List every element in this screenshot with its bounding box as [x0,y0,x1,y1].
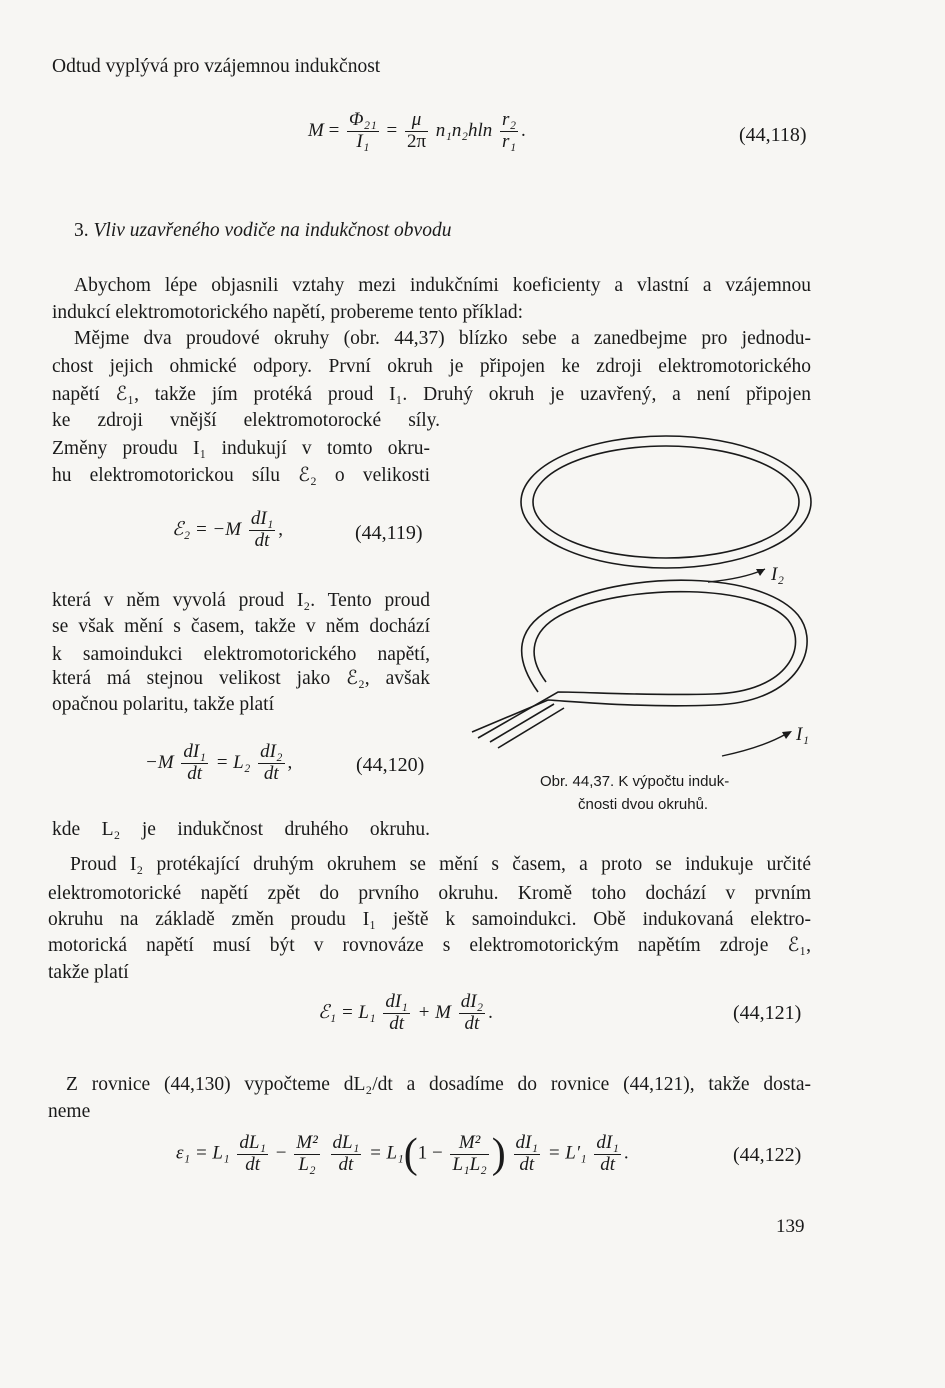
equation-44-119: ℰ₂ = −M $\frac{\text{dI₁}}{dt}$ , [172,508,284,551]
equation-number: (44,120) [356,754,425,776]
paragraph-line: takže platí [48,962,129,983]
paragraph-line: Mějme dva proudové okruhy (obr. 44,37) blízko sebe a zanedbejme pro jednodu- [74,328,811,349]
equation-44-118: M = $\frac{\text{Φ₂₁}}{\text{I₁}}$ = $\frac{\mu}{2\pi}$ n₁n₂hln $\frac{\text{r₂}}{\text{r₁}}$ . [308,109,526,152]
paragraph-line: k samoindukci elektromotorického napětí, [52,644,430,665]
paragraph-line: ke zdroji vnější elektromotorocké síly. [52,410,440,431]
arrow-i2 [708,569,765,582]
closed-loop-outer [521,436,811,568]
circuit-1-inner [478,592,796,738]
circuit-1-outer [472,580,807,732]
paragraph-line: Z rovnice (44,130) vypočteme dL₂/dt a dosadíme do rovnice (44,121), takže dosta- [66,1074,811,1095]
intro-text: Odtud vyplývá pro vzájemnou indukčnost [52,56,381,77]
equation-44-122: ε₁ = L₁ $\frac{\text{dL₁}}{dt}$ − $\frac{\text{M²}}{\text{L₂}}$ $\frac{\text{dL₁}}{dt}$ = L₁(1 − $\frac{\text{M²}}{\text{L₁L₂}}$ ) $\frac{\text{dI₁}}{dt}$ = L′₁ $\frac{\text{dI₁}}{dt}$ . [176,1131,629,1177]
lead-wire [498,708,564,748]
equation-44-120: −M $\frac{\text{dI₁}}{dt}$ = L₂ $\frac{\text{dI₂}}{dt}$ , [145,741,293,784]
paragraph-line: která v něm vyvolá proud I₂. Tento proud [52,590,430,611]
section-title: Vliv uzavřeného vodiče na indukčnost obvodu [93,220,452,241]
figure-caption-line: čnosti dvou okruhů. [578,796,709,813]
paragraph-line: hu elektromotorickou sílu ℰ₂ o velikosti [52,465,430,486]
label-i1: I₁ [796,724,809,745]
equation-number: (44,121) [733,1002,802,1024]
paragraph-line: Změny proudu I₁ indukují v tomto okru- [52,438,430,459]
paragraph-line: která má stejnou velikost jako ℰ₂, avšak [52,668,430,689]
label-i2: I₂ [771,564,784,585]
paragraph-line: elektromotorické napětí zpět do prvního okruhu. Kromě toho dochází v prvním [48,883,811,904]
paragraph-line: neme [48,1101,91,1122]
paragraph-line: indukcí elektromotorického napětí, probereme tento příklad: [52,302,524,323]
equation-number: (44,119) [355,522,423,544]
paragraph-line: chost jejich ohmické odpory. První okruh je připojen ke zdroji elektromotorického [52,356,811,377]
page-number: 139 [776,1216,805,1237]
paragraph-line: Proud I₂ protékající druhým okruhem se mění s časem, a proto se indukuje určité [70,854,811,875]
paragraph-line: opačnou polaritu, takže platí [52,694,275,715]
arrow-i1 [722,734,786,756]
paragraph-line: okruhu na základě změn proudu I₁ ještě k samoindukci. Obě indukovaná elektro- [48,909,811,930]
paragraph-line: Abychom lépe objasnili vztahy mezi indukčními koeficienty a vlastní a vzájemnou [74,275,811,296]
section-number: 3. [74,220,89,241]
figure-caption-line: Obr. 44,37. K výpočtu induk- [540,773,730,790]
equation-number: (44,122) [733,1144,802,1166]
paragraph-line: motorická napětí musí být v rovnováze s elektromotorickým napětím zdroje ℰ₁, [48,935,811,956]
section-heading [74,216,451,245]
paragraph-line: napětí ℰ₁, takže jím protéká proud I₁. Druhý okruh je uzavřený, a není připojen [52,384,811,405]
figure-two-circuits [460,420,820,760]
paragraph-line: kde L₂ je indukčnost druhého okruhu. [52,819,430,840]
equation-44-121: ℰ₁ = L₁ $\frac{\text{dI₁}}{dt}$ + M $\frac{\text{dI₂}}{dt}$ . [318,991,493,1034]
equation-number: (44,118) [739,124,807,146]
lead-wire [490,704,554,742]
closed-loop-inner [533,446,799,558]
paragraph-line: se však mění s časem, takže v něm dochází [52,616,430,637]
